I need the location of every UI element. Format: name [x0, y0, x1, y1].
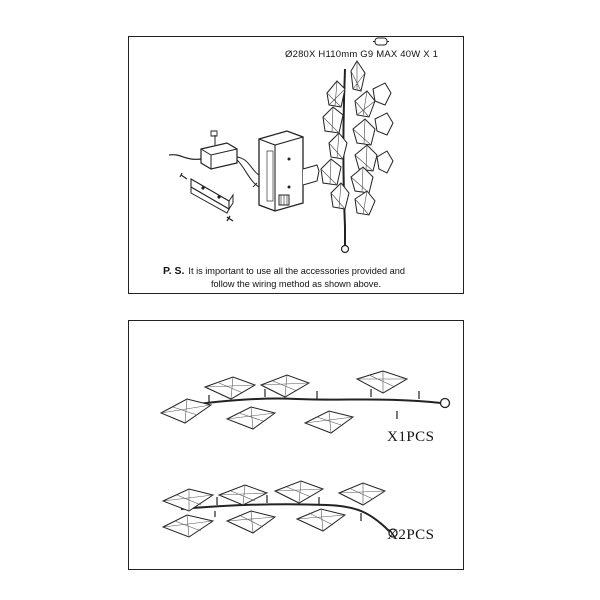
installation-note — [163, 265, 405, 291]
note-line-2: follow the wiring method as shown above. — [211, 279, 382, 289]
note-line-1: It is important to use all the accessories provided and — [188, 266, 405, 276]
spec-dimensions: Ø280X H110mm — [285, 49, 358, 60]
spec-power: MAX 40W X 1 — [376, 49, 439, 60]
crystal-branch-long — [157, 367, 457, 437]
quantity-label-branch-short: X2PCS — [387, 527, 435, 543]
crystal-wall-lamp — [315, 59, 405, 259]
g9-bulb-icon — [373, 37, 389, 46]
assembly-diagram-panel — [128, 36, 464, 294]
parts-list-panel — [128, 320, 464, 570]
quantity-label-branch-long: X1PCS — [387, 429, 435, 445]
note-prefix: P. S. — [163, 265, 185, 277]
spec-bulb: G9 — [360, 49, 374, 60]
wiring-illustration — [167, 129, 337, 229]
